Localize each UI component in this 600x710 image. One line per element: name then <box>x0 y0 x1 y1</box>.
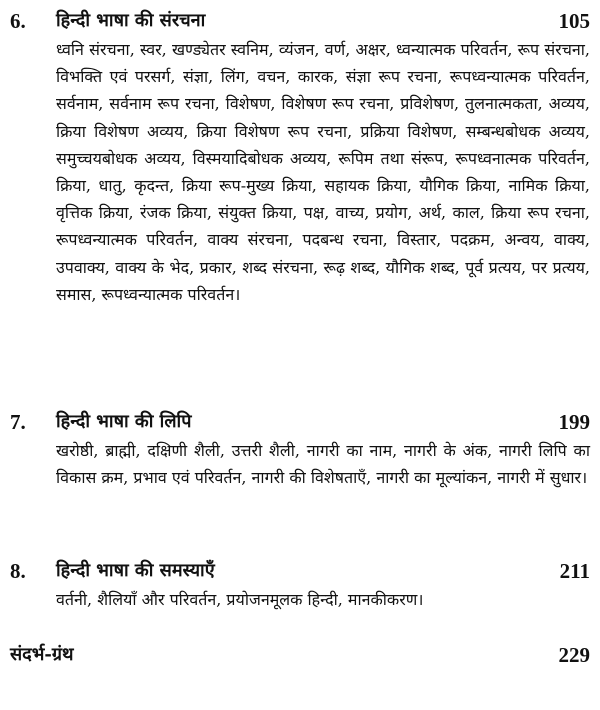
chapter-topics: ध्वनि संरचना, स्वर, खण्ड्येतर स्वनिम, व्यंजन, वर्ण, अक्षर, ध्वन्यात्मक परिवर्तन, रूप संरचना, विभक्ति एवं परसर्ग, संज्ञा, लिंग, वचन, कारक, संज्ञा रूप रचना, रूपध्वन्यात्मक परिवर्तन, सर्वनाम, सर्वनाम रूप रचना, विशेषण, विशेषण रूप रचना, प्रविशेषण, तुलनात्मकता, अव्यय, क्रिया विशेषण अव्यय, क्रिया विशेषण रूप रचना, प्रक्रिया विशेषण, सम्बन्धबोधक अव्यय, समुच्चयबोधक अव्यय, विस्मयादिबोधक अव्यय, रूपिम तथा संरूप, रूपध्वनात्मक परिवर्तन, क्रिया, धातु, कृदन्त, क्रिया रूप-मुख्य क्रिया, सहायक क्रिया, यौगिक क्रिया, नामिक क्रिया, वृत्तिक क्रिया, रंजक क्रिया, संयुक्त क्रिया, पक्ष, वाच्य, प्रयोग, अर्थ, काल, क्रिया रूप रचना, रूपध्वन्यात्मक परिवर्तन, वाक्य संरचना, पदबन्ध रचना, विस्तार, पदक्रम, अन्वय, वाक्य, उपवाक्य, वाक्य के भेद, प्रकार, शब्द संरचना, रूढ़ शब्द, यौगिक शब्द, पूर्व प्रत्यय, पर प्रत्यय, समास, रूपध्वन्यात्मक परिवर्तन। <box>56 40 590 304</box>
chapter-topics: खरोष्ठी, ब्राह्मी, दक्षिणी शैली, उत्तरी शैली, नागरी का नाम, नागरी के अंक, नागरी लिपि का विकास क्रम, प्रभाव एवं परिवर्तन, नागरी की विशेषताएँ, नागरी का मूल्यांकन, नागरी में सुधार। <box>56 441 590 488</box>
toc-entry-header <box>10 407 590 437</box>
chapter-number: 8. <box>10 559 26 583</box>
chapter-page-number: 211 <box>559 559 590 583</box>
chapter-topics: वर्तनी, शैलियाँ और परिवर्तन, प्रयोजनमूलक हिन्दी, मानकीकरण। <box>56 590 424 609</box>
chapter-title: हिन्दी भाषा की संरचना <box>56 10 206 31</box>
toc-entry-header <box>10 6 590 36</box>
chapter-number: 6. <box>10 9 26 33</box>
chapter-title: हिन्दी भाषा की समस्याएँ <box>56 560 215 581</box>
toc-entry-references <box>10 640 590 670</box>
toc-entry-header <box>10 640 590 670</box>
chapter-page-number: 105 <box>558 9 590 33</box>
toc-entry-hindi-script <box>10 407 590 491</box>
toc-entry-hindi-problems <box>10 556 590 613</box>
toc-entry-header <box>10 556 590 586</box>
chapter-number: 7. <box>10 410 26 434</box>
chapter-title: हिन्दी भाषा की लिपि <box>56 411 192 432</box>
references-title: संदर्भ-ग्रंथ <box>10 644 74 665</box>
references-page-number: 229 <box>558 643 590 667</box>
toc-entry-hindi-language-structure <box>10 6 590 308</box>
chapter-page-number: 199 <box>558 410 590 434</box>
